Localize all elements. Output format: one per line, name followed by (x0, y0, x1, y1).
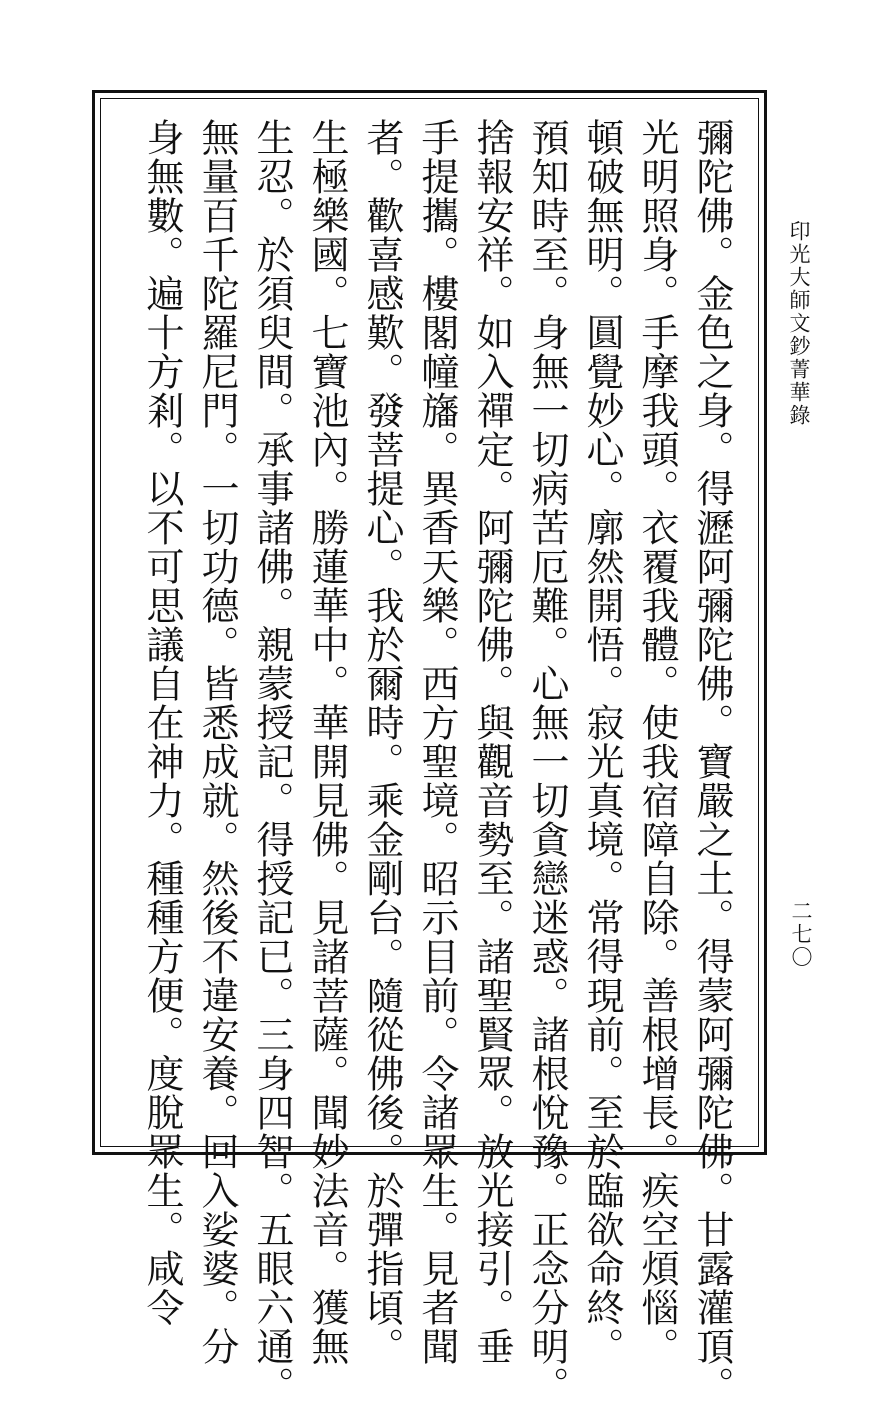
text-column-6: 手提攜。樓閣幢旛。異香天樂。西方聖境。昭示目前。令諸眾生。見者聞 (415, 118, 459, 1366)
running-head: 印光大師文鈔菁華錄 (787, 220, 811, 427)
text-column-3: 頓破無明。圓覺妙心。廓然開悟。寂光真境。常得現前。至於臨欲命終。 (580, 118, 624, 1366)
text-column-10: 無量百千陀羅尼門。一切功德。皆悉成就。然後不違安養。回入娑婆。分 (195, 118, 239, 1366)
page-number: 二七〇 (789, 900, 813, 969)
text-column-5: 捨報安祥。如入禪定。阿彌陀佛。與觀音勢至。諸聖賢眾。放光接引。垂 (470, 118, 514, 1366)
text-column-8: 生極樂國。七寶池內。勝蓮華中。華開見佛。見諸菩薩。聞妙法音。獲無 (305, 118, 349, 1366)
text-column-4: 預知時至。身無一切病苦厄難。心無一切貪戀迷惑。諸根悅豫。正念分明。 (525, 118, 569, 1405)
text-column-1: 彌陀佛。金色之身。得瀝阿彌陀佛。寶嚴之土。得蒙阿彌陀佛。甘露灌頂。 (690, 118, 734, 1405)
text-column-7: 者。歡喜感歎。發菩提心。我於爾時。乘金剛台。隨從佛後。於彈指頃。 (360, 118, 404, 1366)
text-column-11: 身無數。遍十方剎。以不可思議自在神力。種種方便。度脫眾生。咸令 (140, 118, 184, 1327)
text-column-9: 生忍。於須臾間。承事諸佛。親蒙授記。得授記已。三身四智。五眼六通。 (250, 118, 294, 1405)
text-column-2: 光明照身。手摩我頭。衣覆我體。使我宿障自除。善根增長。疾空煩惱。 (635, 118, 679, 1366)
